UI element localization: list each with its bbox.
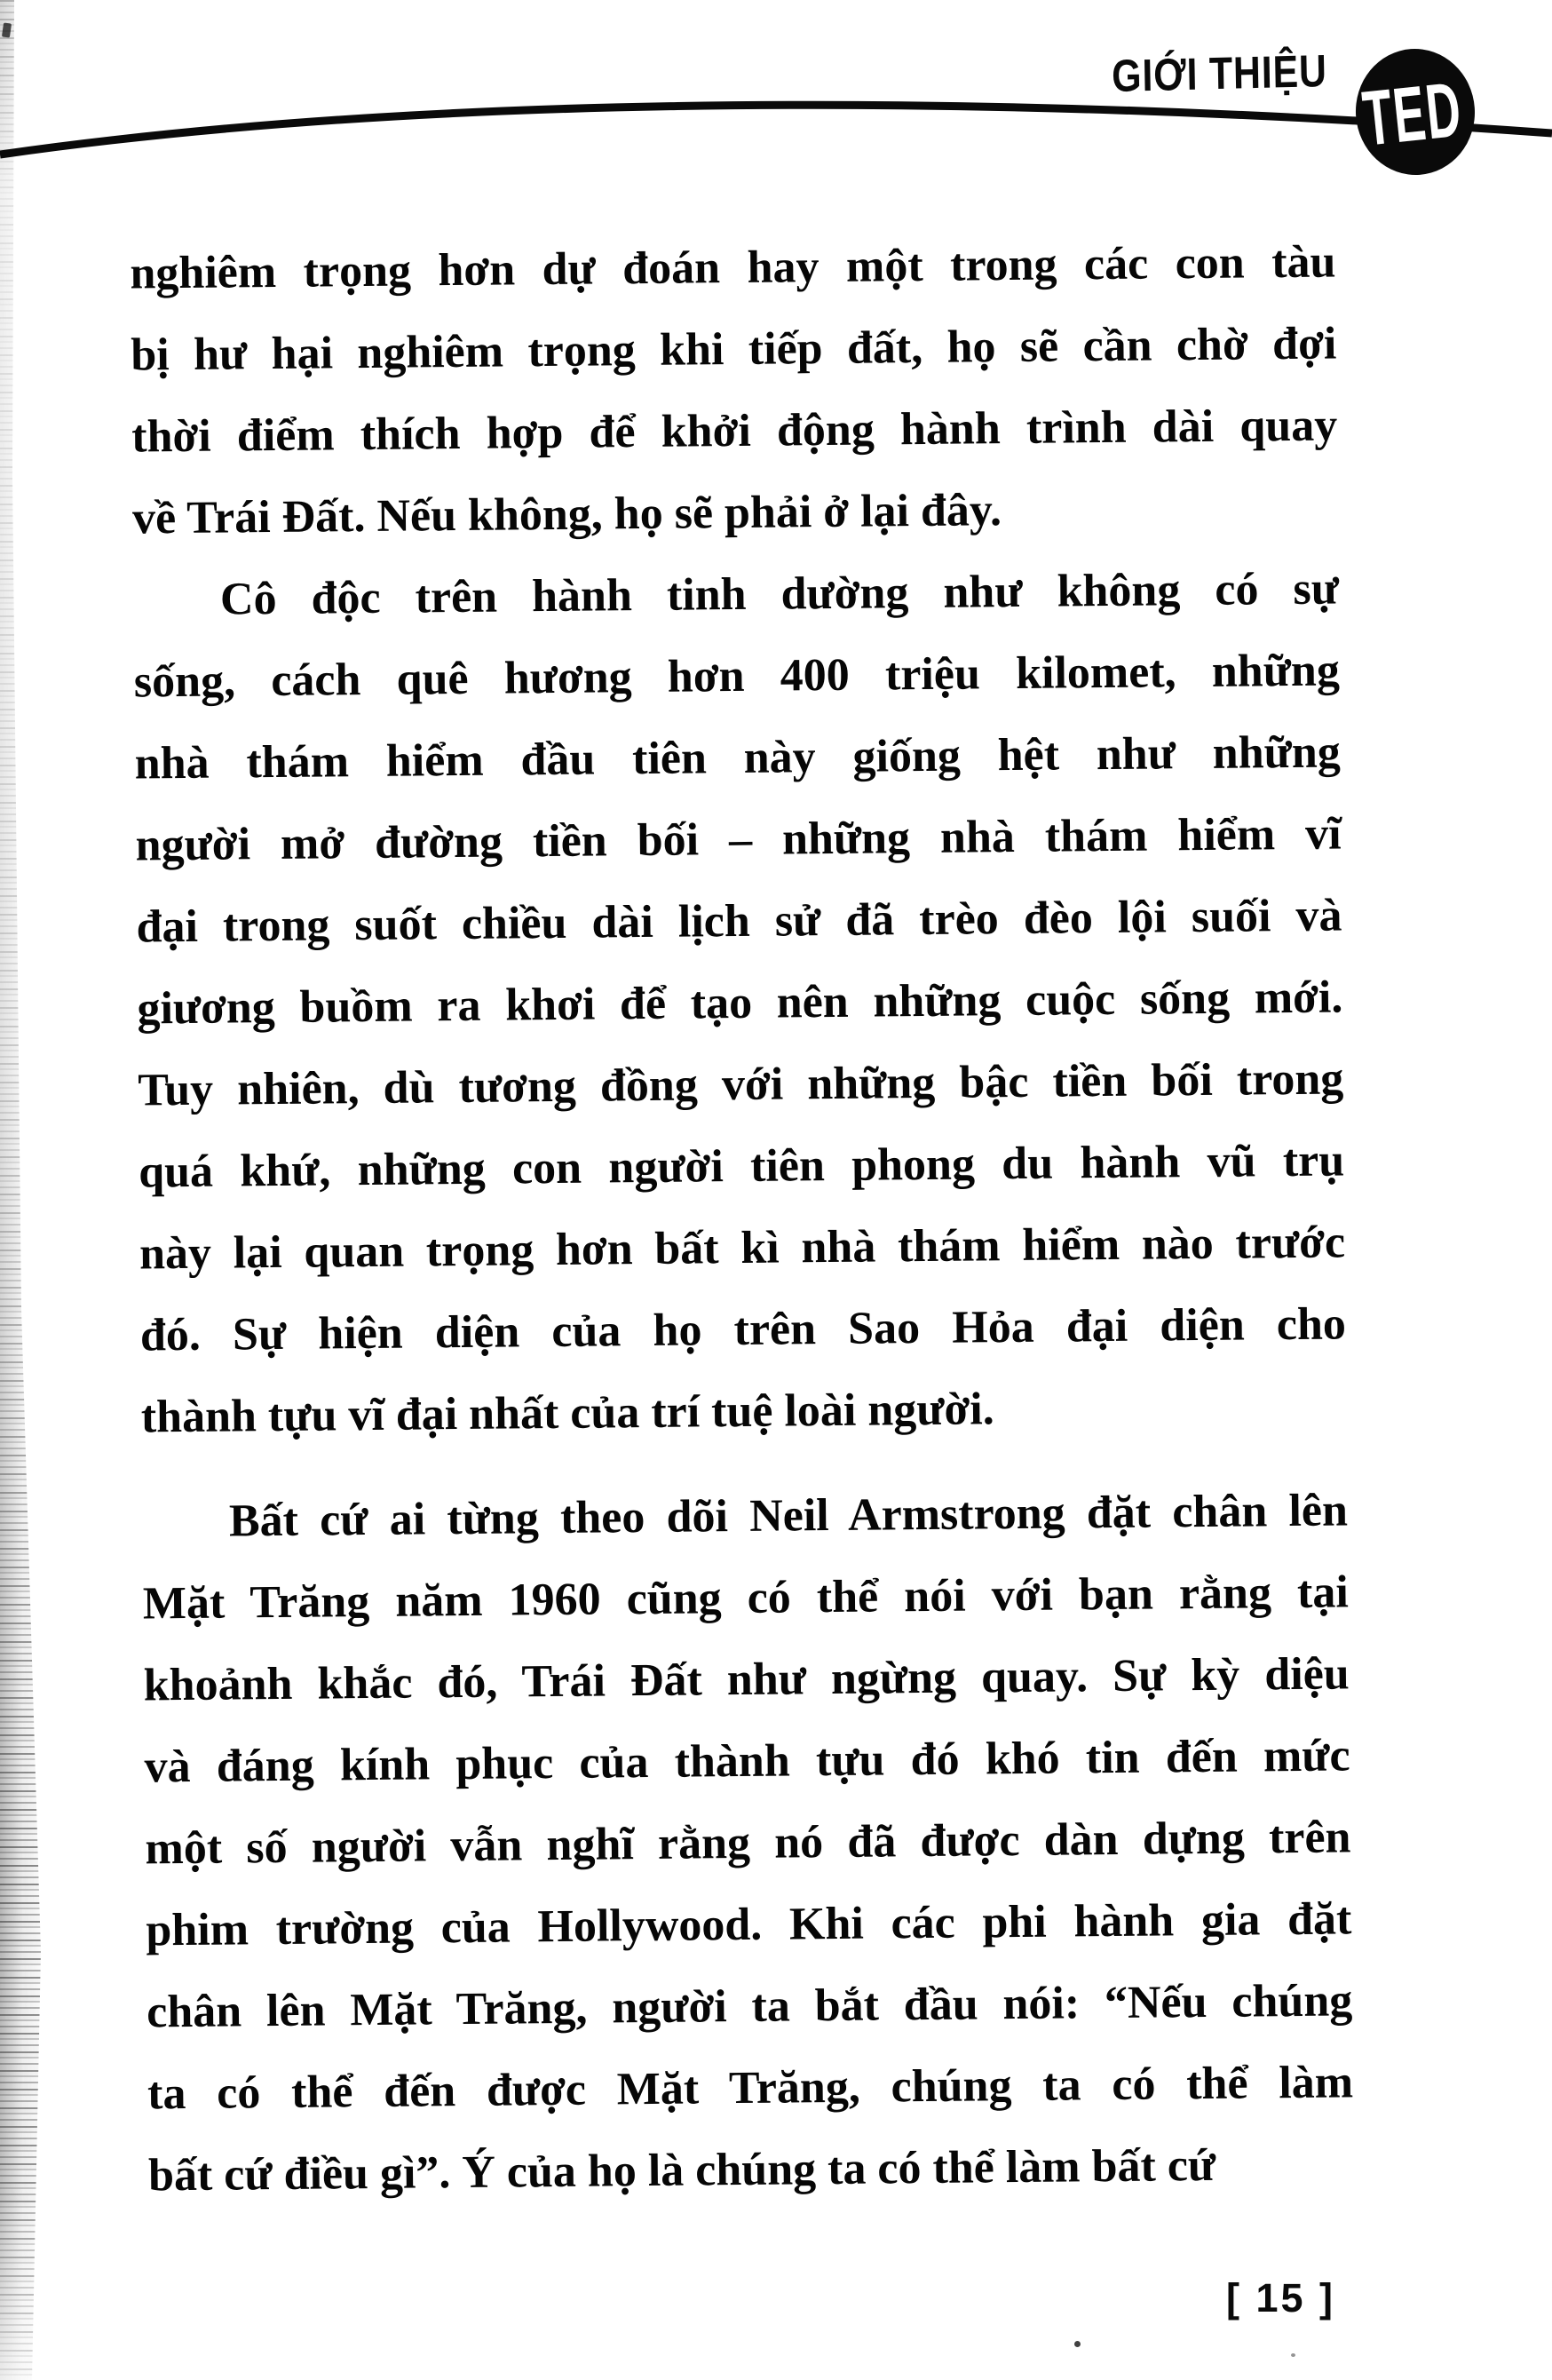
- paragraph: [133, 548, 1348, 1458]
- text-line: người mở đường tiền bối – những nhà thám hiểm vĩ: [135, 808, 1342, 871]
- header-rule-line: [0, 105, 1552, 155]
- text-line: này lại quan trọng hơn bất kì nhà thám hiểm nào trước: [139, 1217, 1346, 1280]
- text-line: bất cứ điều gì”. Ý của họ là chúng ta có thể làm bất cứ: [147, 2139, 1216, 2202]
- text-line: thời điểm thích hợp để khởi động hành trình dài quay: [131, 400, 1338, 463]
- text-line: quá khứ, những con người tiên phong du hành vũ trụ: [138, 1135, 1345, 1198]
- text-line: Bất cứ ai từng theo dõi Neil Armstrong đặt chân lên: [228, 1485, 1349, 1547]
- text-line: về Trái Đất. Nếu không, họ sẽ phải ở lại đây.: [131, 485, 1002, 544]
- text-line: phim trường của Hollywood. Khi các phi hành gia đặt: [146, 1893, 1352, 1956]
- text-line: Cô độc trên hành tinh dường như không có sự: [219, 563, 1340, 625]
- text-line: thành tựu vĩ đại nhất của trí tuệ loài người.: [140, 1384, 994, 1443]
- text-line: sống, cách quê hương hơn 400 triệu kilomet, những: [133, 645, 1341, 708]
- section-title: GIỚI THIỆU: [1112, 45, 1328, 102]
- body-text: [130, 221, 1354, 2217]
- text-line: một số người vẫn nghĩ rằng nó đã được dàn dựng trên: [145, 1812, 1351, 1875]
- scan-artifact-left-edge: [0, 0, 41, 2380]
- text-line: bị hư hại nghiêm trọng khi tiếp đất, họ sẽ cần chờ đợi: [131, 318, 1337, 381]
- text-line: khoảnh khắc đó, Trái Đất như ngừng quay. Sự kỳ diệu: [143, 1648, 1350, 1711]
- text-line: đó. Sự hiện diện của họ trên Sao Hỏa đại diện cho: [139, 1298, 1347, 1361]
- text-line: chân lên Mặt Trăng, người ta bắt đầu nói: “Nếu chúng: [146, 1975, 1353, 2038]
- paragraph: [142, 1470, 1355, 2217]
- scan-speck: [1291, 2353, 1295, 2357]
- text-line: đại trong suốt chiều dài lịch sử đã trèo đèo lội suối và: [136, 890, 1342, 953]
- text-line: Tuy nhiên, dù tương đồng với những bậc tiền bối trong: [138, 1053, 1344, 1116]
- page-number: [ 15 ]: [1225, 2275, 1335, 2320]
- text-line: Mặt Trăng năm 1960 cũng có thể nói với bạn rằng tại: [142, 1567, 1350, 1630]
- ted-logo-text: TED: [1358, 67, 1467, 163]
- paragraph: [130, 221, 1338, 559]
- text-line: và đáng kính phục của thành tựu đó khó tin đến mức: [144, 1730, 1350, 1793]
- text-line: ta có thể đến được Mặt Trăng, chúng ta có thể làm: [146, 2057, 1354, 2120]
- text-line: nghiêm trọng hơn dự đoán hay một trong các con tàu: [130, 236, 1336, 299]
- scan-speck: [1074, 2341, 1081, 2347]
- text-line: giương buồm ra khơi để tạo nên những cuộc sống mới.: [137, 972, 1343, 1035]
- text-line: nhà thám hiểm đầu tiên này giống hệt như những: [134, 726, 1341, 789]
- header-decoration: [0, 0, 1552, 231]
